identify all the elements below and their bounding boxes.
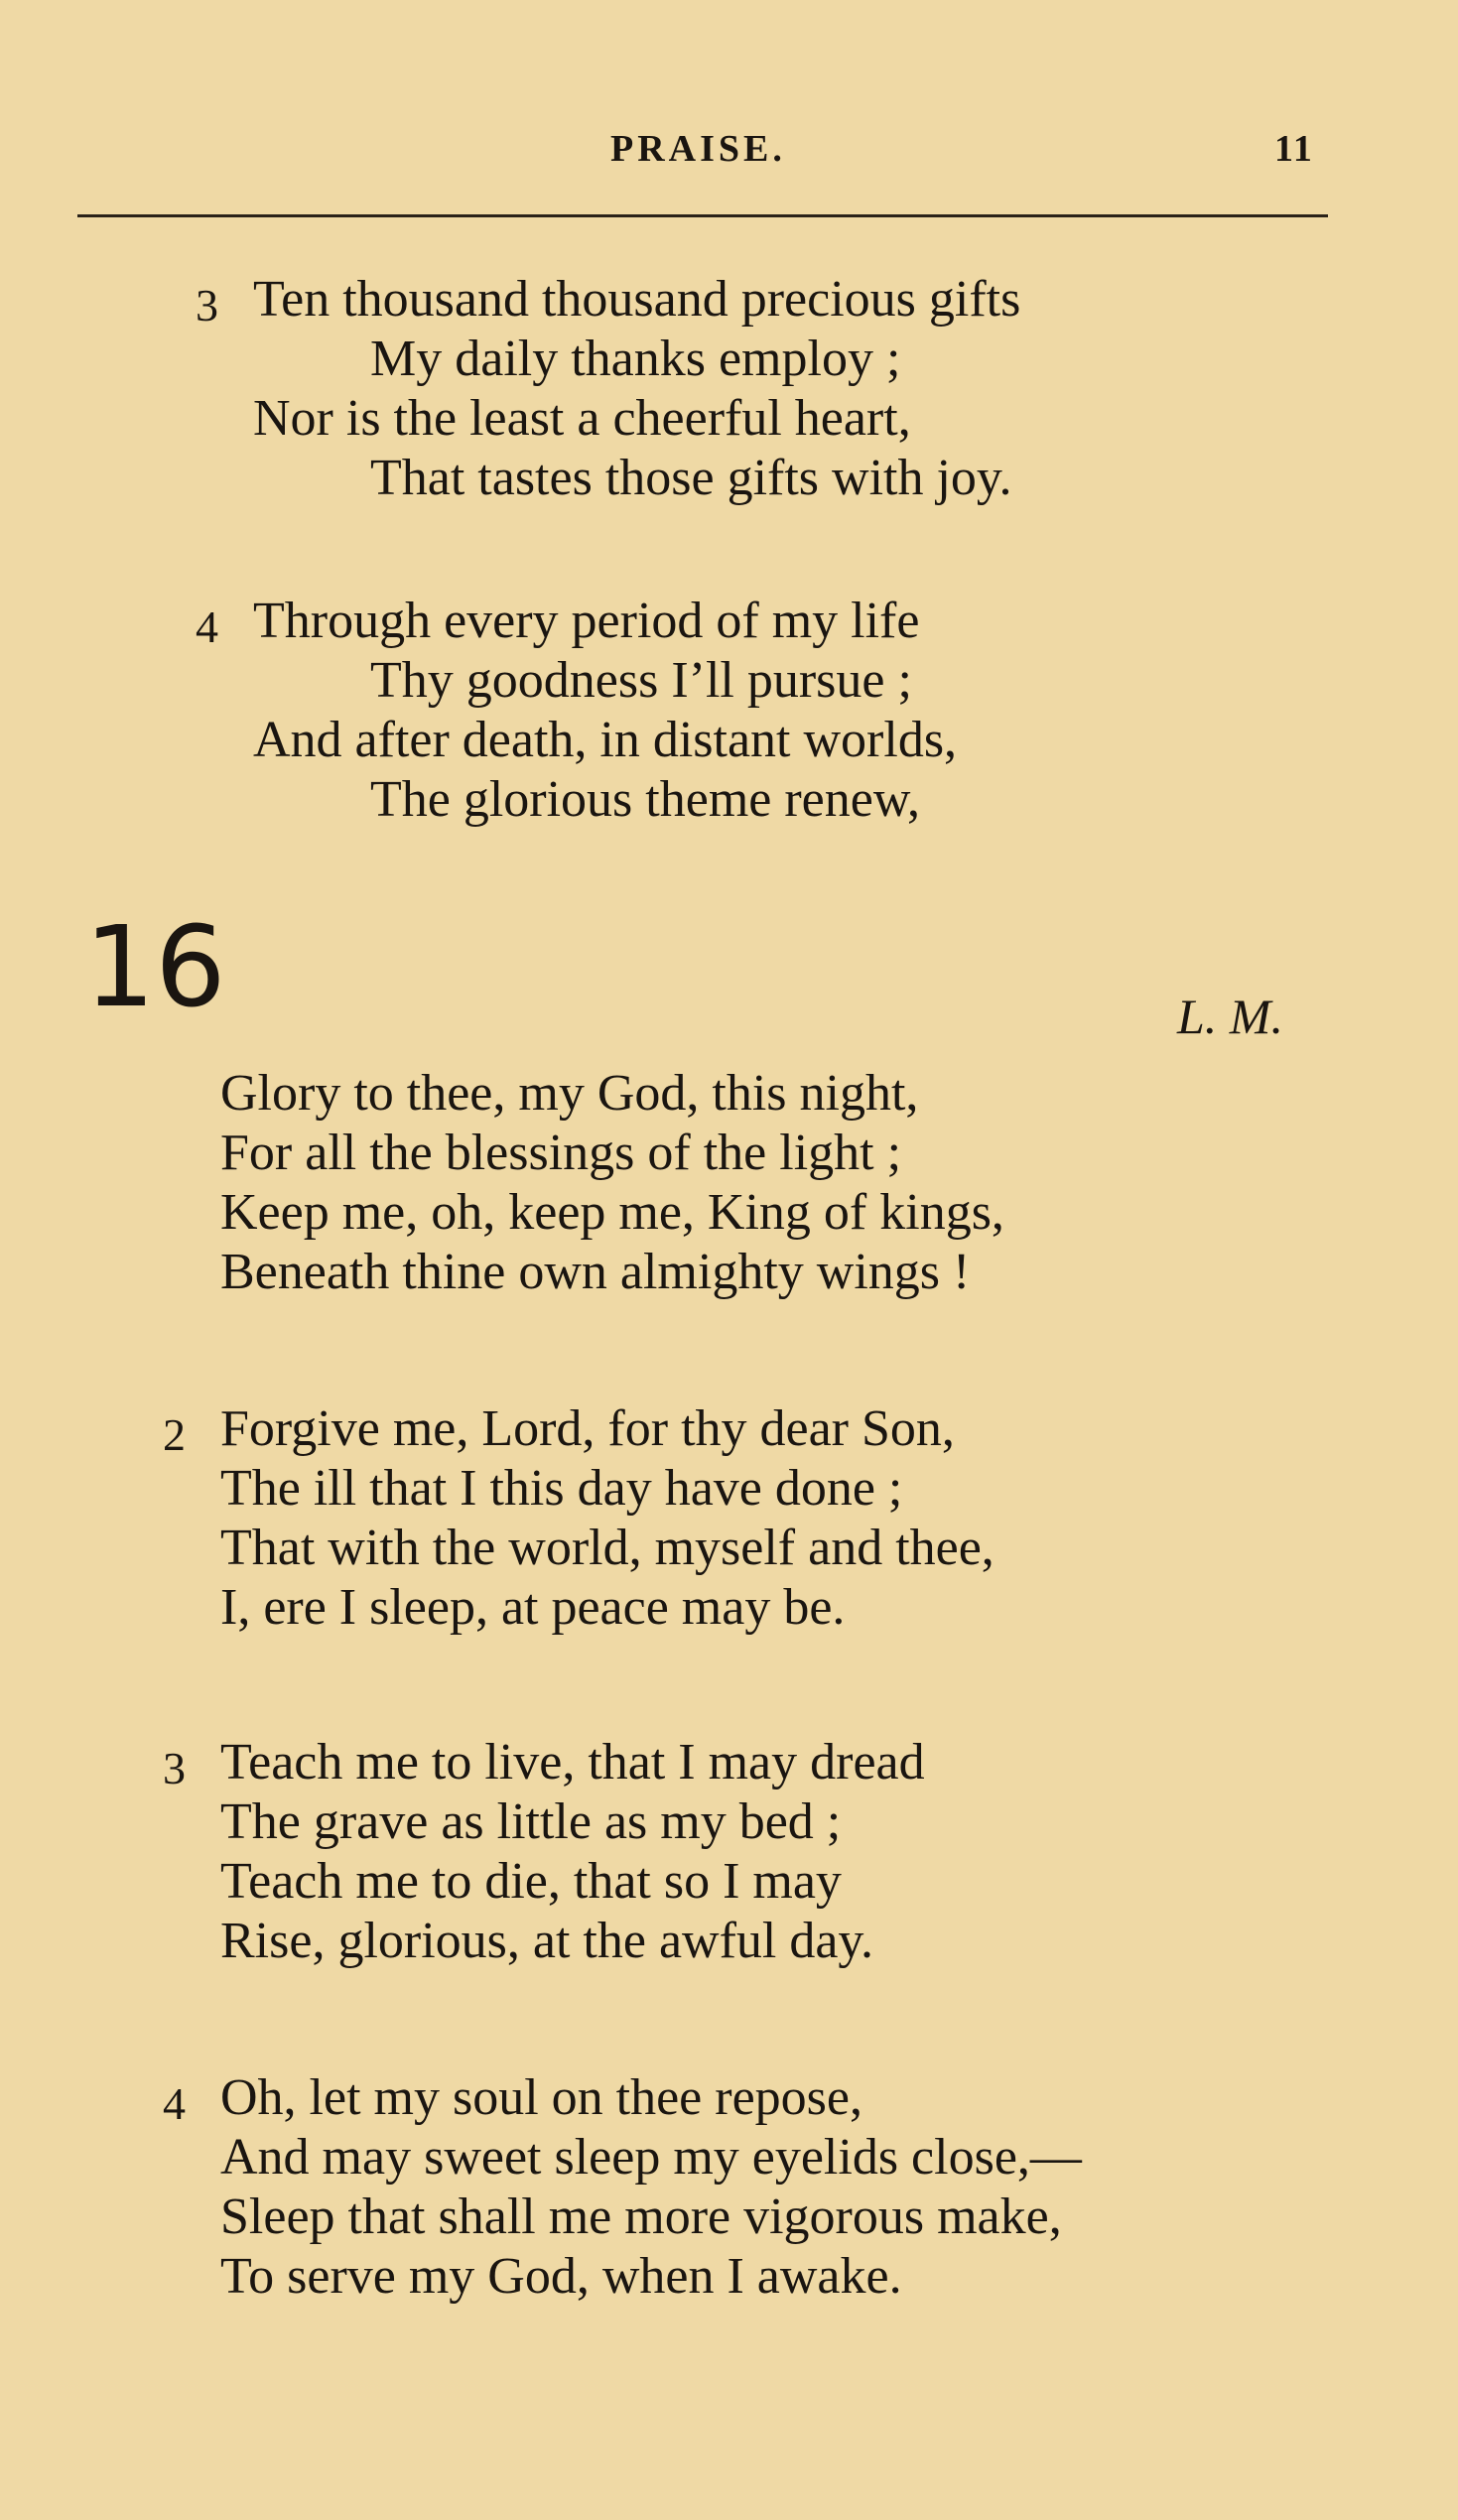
hymn-stanza-1 xyxy=(220,1064,1004,1302)
verse-line: I, ere I sleep, at peace may be. xyxy=(220,1579,846,1636)
verse-line: And may sweet sleep my eyelids close,— xyxy=(220,2129,1082,2186)
verse-line: Keep me, oh, keep me, King of kings, xyxy=(220,1184,1004,1241)
stanza-number: 4 xyxy=(196,601,218,652)
hymn-stanza-4 xyxy=(163,2068,1082,2307)
verse-line: That with the world, myself and thee, xyxy=(220,1520,994,1576)
verse-line: Glory to thee, my God, this night, xyxy=(220,1065,919,1122)
prev-hymn-stanza-4 xyxy=(196,592,958,830)
prev-hymn-stanza-3 xyxy=(196,270,1021,508)
verse-line: My daily thanks employ ; xyxy=(370,331,901,387)
verse-line: Teach me to live, that I may dread xyxy=(220,1734,925,1791)
page-number: 11 xyxy=(1274,128,1314,170)
stanza-number: 4 xyxy=(163,2078,186,2129)
verse-line: Ten thousand thousand precious gifts xyxy=(253,271,1021,328)
verse-line: Rise, glorious, at the awful day. xyxy=(220,1913,874,1969)
verse-line: Forgive me, Lord, for thy dear Son, xyxy=(220,1400,955,1457)
stanza-number: 3 xyxy=(196,280,218,331)
stanza-number: 2 xyxy=(163,1409,186,1460)
hymn-stanza-2 xyxy=(163,1399,994,1638)
verse-line: The ill that I this day have done ; xyxy=(220,1460,903,1517)
verse-line: For all the blessings of the light ; xyxy=(220,1125,902,1181)
verse-line: Nor is the least a cheerful heart, xyxy=(253,390,911,447)
verse-line: That tastes those gifts with joy. xyxy=(370,450,1012,506)
running-head: PRAISE. xyxy=(610,128,786,170)
verse-line: To serve my God, when I awake. xyxy=(220,2248,902,2305)
header-rule xyxy=(77,214,1328,217)
verse-line: Through every period of my life xyxy=(253,593,920,649)
hymn-number: 16 xyxy=(84,903,226,1032)
verse-line: And after death, in distant worlds, xyxy=(253,712,958,768)
verse-line: Beneath thine own almighty wings ! xyxy=(220,1244,971,1300)
hymn-meter: L. M. xyxy=(1177,989,1283,1044)
verse-line: The grave as little as my bed ; xyxy=(220,1793,842,1850)
verse-line: Oh, let my soul on thee repose, xyxy=(220,2069,862,2126)
verse-line: Teach me to die, that so I may xyxy=(220,1853,842,1910)
stanza-number: 3 xyxy=(163,1743,186,1793)
hymn-stanza-3 xyxy=(163,1733,925,1971)
verse-line: Sleep that shall me more vigorous make, xyxy=(220,2188,1062,2245)
verse-line: Thy goodness I’ll pursue ; xyxy=(370,652,912,709)
verse-line: The glorious theme renew, xyxy=(370,771,920,828)
